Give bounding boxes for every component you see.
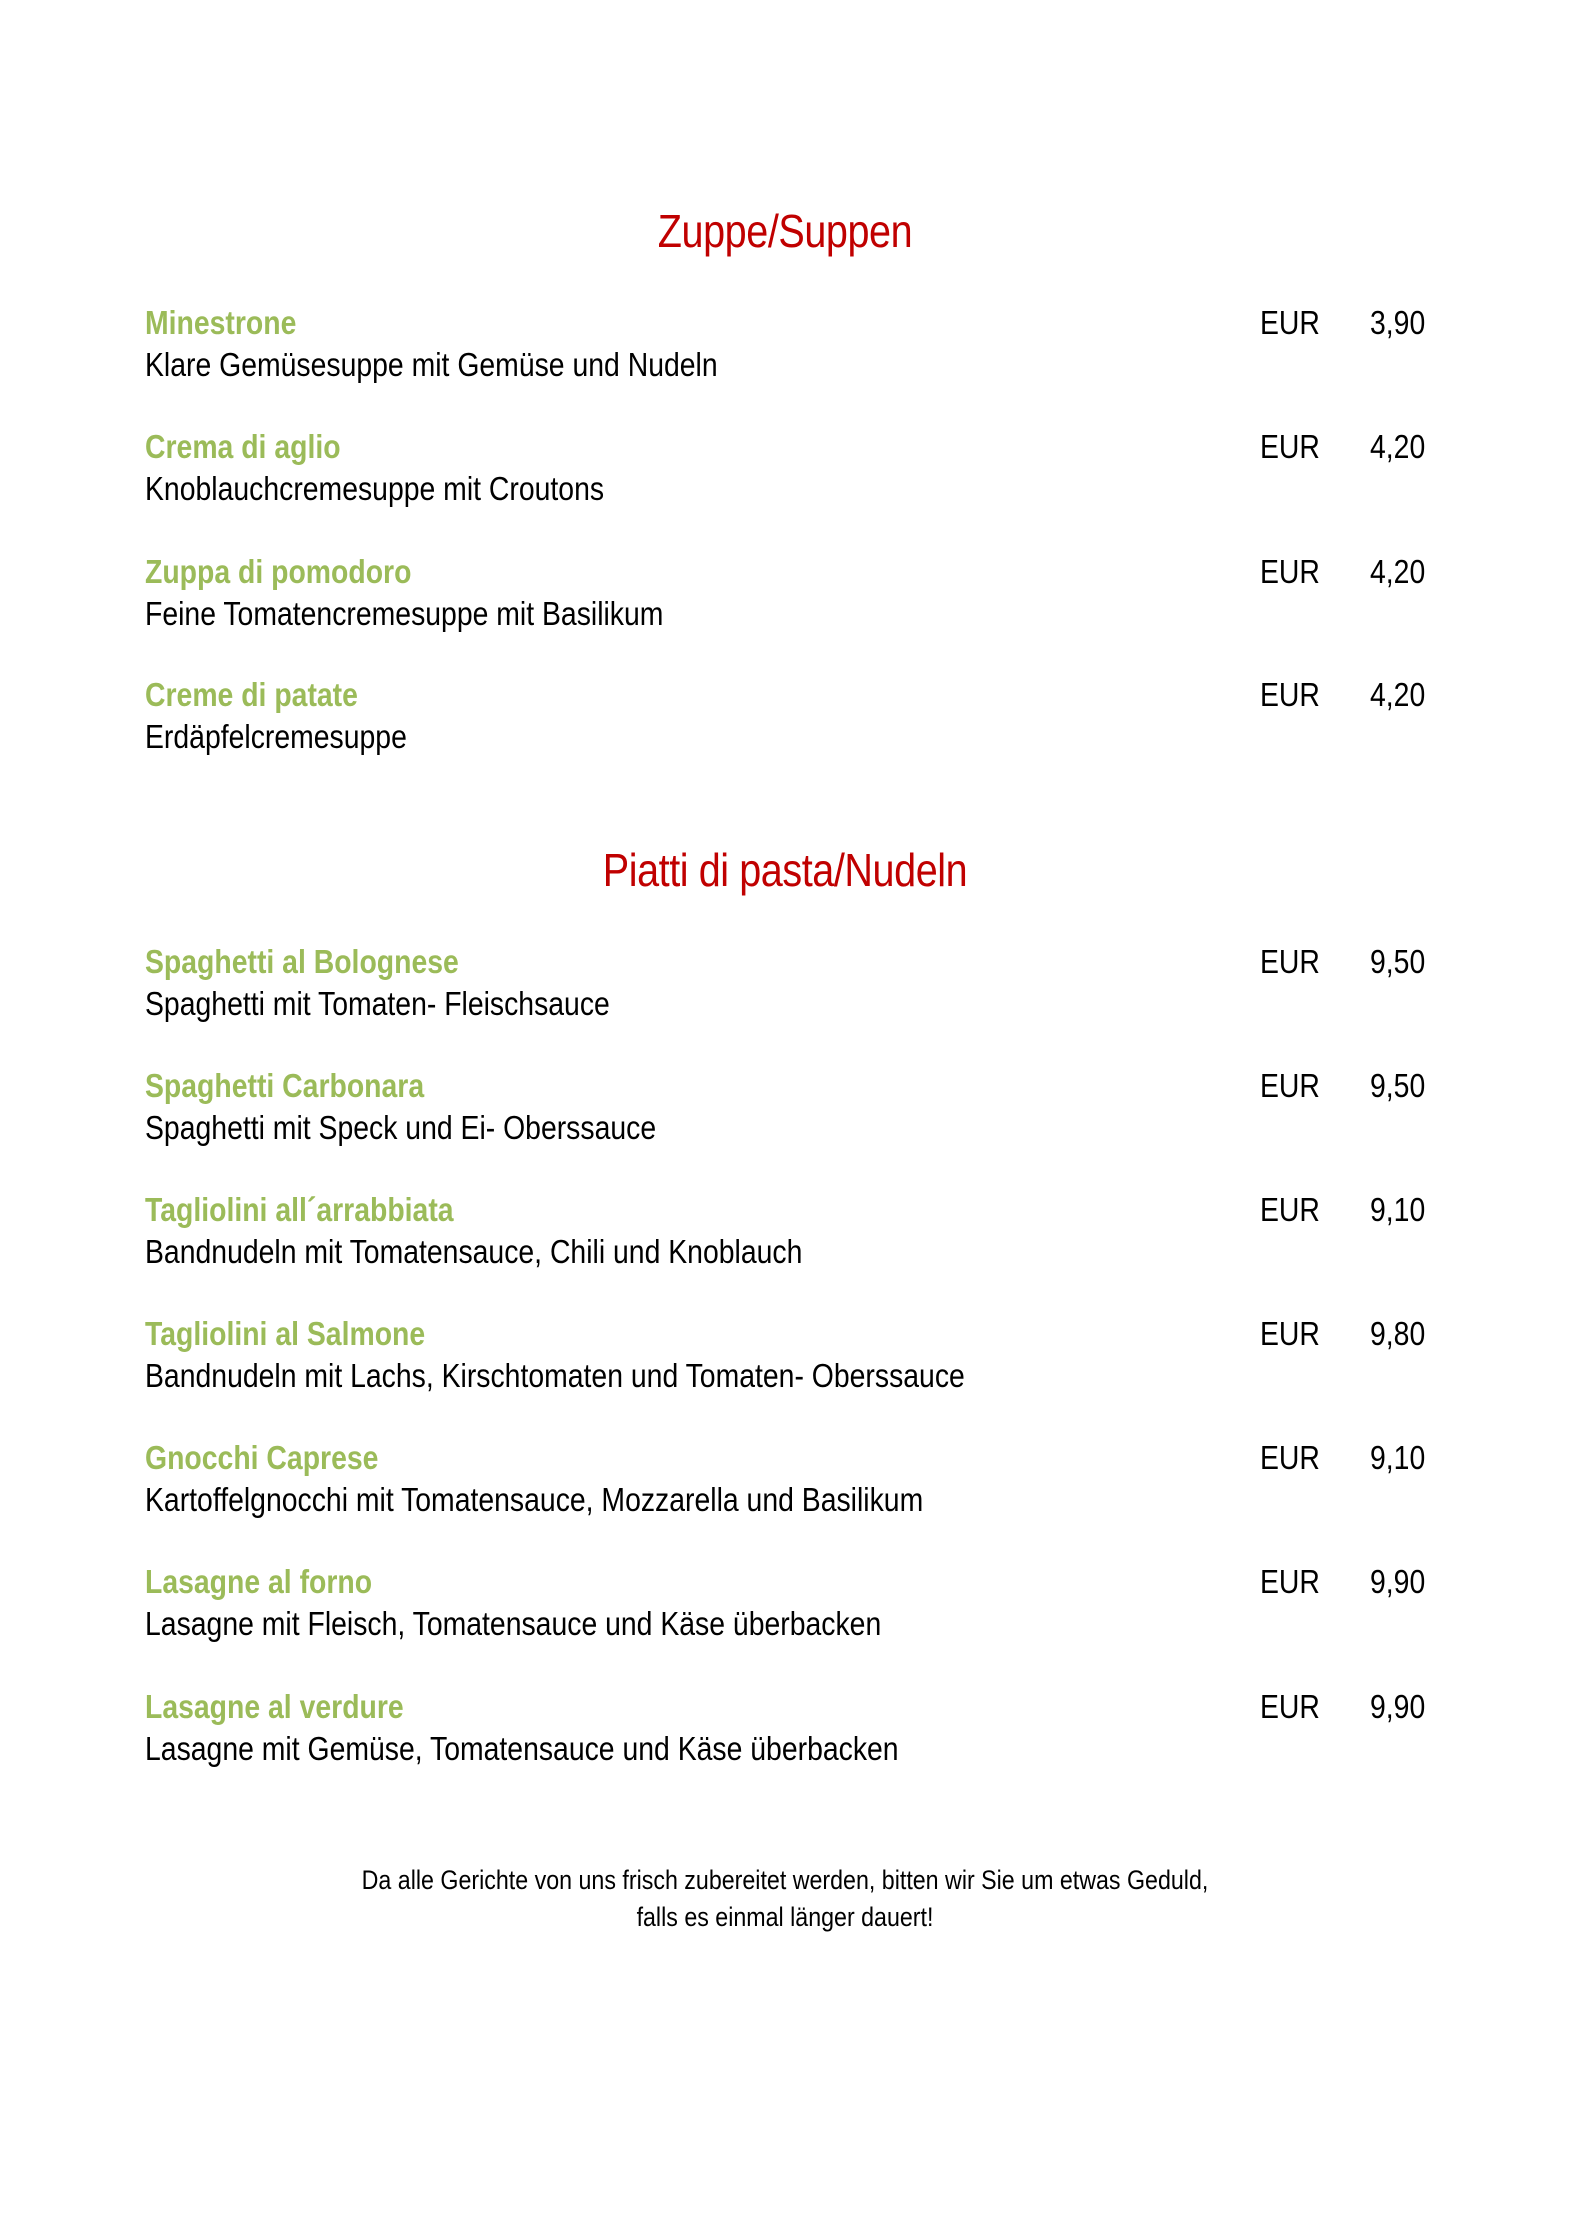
item-price: 9,50: [1369, 943, 1425, 980]
item-description: Erdäpfelcremesuppe: [145, 718, 407, 755]
menu-item: [145, 1563, 1425, 1653]
menu-item: [145, 553, 1425, 643]
item-currency: EUR: [1260, 553, 1320, 590]
section-title-pasta: Piatti di pasta/Nudeln: [602, 844, 968, 896]
menu-item: [145, 1688, 1425, 1778]
item-currency: EUR: [1260, 1191, 1320, 1228]
item-name: Spaghetti al Bolognese: [145, 943, 459, 980]
menu-item: [145, 1315, 1425, 1405]
item-price: 9,10: [1369, 1439, 1425, 1476]
item-description: Spaghetti mit Tomaten- Fleischsauce: [145, 985, 610, 1022]
item-name: Tagliolini al Salmone: [145, 1315, 426, 1352]
footnote-line-1: Da alle Gerichte von uns frisch zubereitet werden, bitten wir Sie um etwas Geduld,: [361, 1865, 1209, 1895]
menu-item: [145, 304, 1425, 394]
item-description: Kartoffelgnocchi mit Tomatensauce, Mozzarella und Basilikum: [145, 1481, 924, 1518]
item-price: 9,10: [1369, 1191, 1425, 1228]
footnote-line-2: falls es einmal länger dauert!: [636, 1902, 934, 1932]
item-description: Bandnudeln mit Lachs, Kirschtomaten und Tomaten- Oberssauce: [145, 1357, 965, 1394]
item-price: 9,80: [1369, 1315, 1425, 1352]
item-currency: EUR: [1260, 1439, 1320, 1476]
menu-item: [145, 428, 1425, 518]
item-name: Lasagne al forno: [145, 1563, 373, 1600]
footnote: [110, 1862, 1460, 1936]
item-description: Lasagne mit Gemüse, Tomatensauce und Käse überbacken: [145, 1730, 899, 1767]
item-price: 9,50: [1369, 1067, 1425, 1104]
item-name: Tagliolini all´arrabbiata: [145, 1191, 454, 1228]
item-currency: EUR: [1260, 1315, 1320, 1352]
item-price: 4,20: [1369, 553, 1425, 590]
item-description: Feine Tomatencremesuppe mit Basilikum: [145, 595, 664, 632]
item-currency: EUR: [1260, 1563, 1320, 1600]
item-name: Gnocchi Caprese: [145, 1439, 379, 1476]
item-name: Creme di patate: [145, 676, 358, 713]
item-currency: EUR: [1260, 304, 1320, 341]
item-currency: EUR: [1260, 676, 1320, 713]
item-description: Lasagne mit Fleisch, Tomatensauce und Käse überbacken: [145, 1605, 882, 1642]
section-title-soups: Zuppe/Suppen: [657, 205, 913, 257]
item-description: Knoblauchcremesuppe mit Croutons: [145, 470, 605, 507]
item-name: Lasagne al verdure: [145, 1688, 404, 1725]
item-price: 3,90: [1369, 304, 1425, 341]
menu-item: [145, 676, 1425, 766]
menu-item: [145, 1191, 1425, 1281]
menu-item: [145, 1067, 1425, 1157]
item-currency: EUR: [1260, 1067, 1320, 1104]
item-description: Bandnudeln mit Tomatensauce, Chili und Knoblauch: [145, 1233, 803, 1270]
item-price: 9,90: [1369, 1688, 1425, 1725]
item-description: Spaghetti mit Speck und Ei- Oberssauce: [145, 1109, 657, 1146]
item-name: Minestrone: [145, 304, 297, 341]
item-price: 4,20: [1369, 676, 1425, 713]
item-price: 9,90: [1369, 1563, 1425, 1600]
item-currency: EUR: [1260, 1688, 1320, 1725]
item-description: Klare Gemüsesuppe mit Gemüse und Nudeln: [145, 346, 718, 383]
menu-item: [145, 1439, 1425, 1529]
item-currency: EUR: [1260, 943, 1320, 980]
item-name: Zuppa di pomodoro: [145, 553, 412, 590]
item-name: Crema di aglio: [145, 428, 341, 465]
item-currency: EUR: [1260, 428, 1320, 465]
item-price: 4,20: [1369, 428, 1425, 465]
item-name: Spaghetti Carbonara: [145, 1067, 425, 1104]
menu-item: [145, 943, 1425, 1033]
